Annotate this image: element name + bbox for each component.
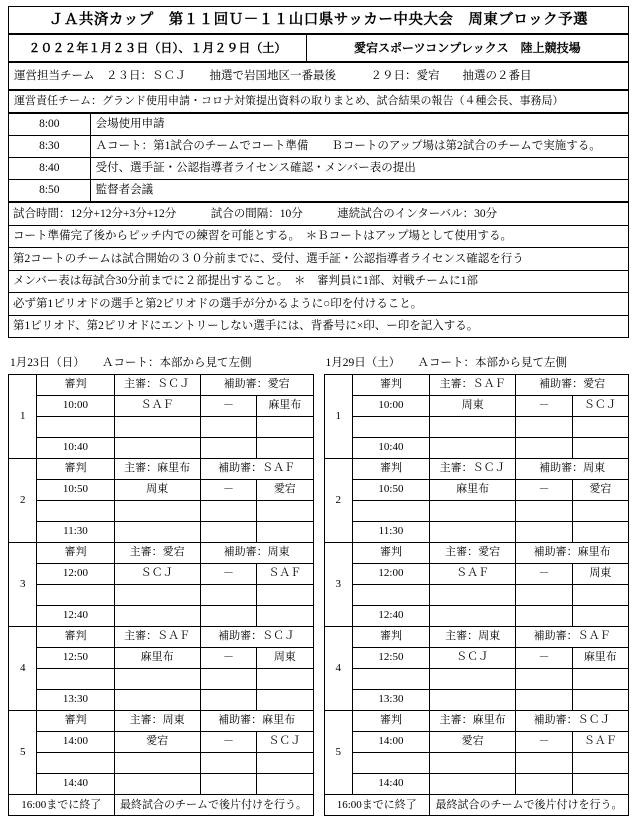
schedule-time: 8:40 <box>9 158 91 180</box>
note-text: メンバー表は毎試合30分前までに２部提出すること。 ＊ 審判員に1部、対戦チームに1部 <box>9 270 629 293</box>
blank-cell <box>430 669 516 690</box>
title-table <box>8 6 629 34</box>
blank-cell <box>572 438 628 459</box>
note-row <box>9 203 629 226</box>
main-referee: 主審：愛宕 <box>114 543 200 564</box>
blank-cell <box>352 417 429 438</box>
table-row <box>9 606 314 627</box>
table-row <box>9 375 314 396</box>
note-text: 第2コートのチームは試合開始の３０分前までに、受付、選手証・公認指導者ライセンス確認を行う <box>9 248 629 271</box>
referee-header: 審判 <box>37 375 114 396</box>
referee-header: 審判 <box>37 459 114 480</box>
table-row <box>324 501 629 522</box>
end-time: 14:40 <box>37 774 114 795</box>
blank-cell <box>516 606 572 627</box>
blank-cell <box>200 438 256 459</box>
team-right: ＳＣＪ <box>572 396 628 417</box>
blank-cell <box>114 753 200 774</box>
versus-dash: － <box>200 732 256 753</box>
match-number: 2 <box>324 459 352 543</box>
day2-table <box>324 374 630 816</box>
blank-cell <box>430 606 516 627</box>
versus-dash: － <box>516 480 572 501</box>
assistant-referee: 補助審：麻里布 <box>200 711 313 732</box>
team-right: 周東 <box>572 564 628 585</box>
schedule-time: 8:30 <box>9 136 91 158</box>
blank-cell <box>37 417 114 438</box>
versus-dash: － <box>200 564 256 585</box>
assistant-referee: 補助審：ＳＡＦ <box>200 459 313 480</box>
note-text: コート準備完了後からピッチ内での練習を可能とする。 ＊Ｂコートはアップ場として使用する。 <box>9 225 629 248</box>
blank-cell <box>257 774 313 795</box>
end-time: 11:30 <box>37 522 114 543</box>
end-time: 12:40 <box>37 606 114 627</box>
blank-cell <box>430 690 516 711</box>
blank-cell <box>257 501 313 522</box>
blank-cell <box>114 690 200 711</box>
kickoff-time: 12:50 <box>37 648 114 669</box>
table-row <box>324 606 629 627</box>
blank-cell <box>114 438 200 459</box>
schedule-row <box>9 136 629 158</box>
table-row <box>324 669 629 690</box>
kickoff-time: 10:00 <box>352 396 429 417</box>
blank-cell <box>200 501 256 522</box>
table-row <box>324 375 629 396</box>
main-referee: 主審：愛宕 <box>430 543 516 564</box>
end-time: 13:30 <box>37 690 114 711</box>
end-time: 12:40 <box>352 606 429 627</box>
blank-cell <box>200 690 256 711</box>
blank-cell <box>572 753 628 774</box>
note-row <box>9 270 629 293</box>
versus-dash: － <box>516 396 572 417</box>
footer-row <box>324 795 629 816</box>
match-number: 5 <box>9 711 37 795</box>
day1-heading: 1月23日（日） Ａコート：本部から見て左側 <box>10 357 252 369</box>
time-schedule-table <box>8 113 629 202</box>
note-text: 第1ピリオド、第2ピリオドにエントリーしない選手には、背番号に×印、ー印を記入する。 <box>9 315 629 338</box>
team-left: 周東 <box>114 480 200 501</box>
table-row <box>324 480 629 501</box>
blank-cell <box>114 669 200 690</box>
team-right: ＳＣＪ <box>257 732 313 753</box>
table-row <box>9 774 314 795</box>
blank-cell <box>572 690 628 711</box>
blank-cell <box>430 417 516 438</box>
blank-cell <box>572 501 628 522</box>
kickoff-time: 10:50 <box>37 480 114 501</box>
versus-dash: － <box>200 396 256 417</box>
blank-cell <box>352 753 429 774</box>
table-row <box>9 501 314 522</box>
blank-cell <box>516 522 572 543</box>
page-title: ＪＡ共済カップ 第１１回Ｕ－１１山口県サッカー中央大会 周東ブロック予選 <box>9 7 629 34</box>
blank-cell <box>352 669 429 690</box>
blank-cell <box>430 585 516 606</box>
staff-line: 運営担当チーム ２３日：ＳＣＪ 抽選で岩国地区一番最後 ２９日：愛宕 抽選の２番目 <box>9 63 629 90</box>
note-row <box>9 225 629 248</box>
versus-dash: － <box>516 564 572 585</box>
blank-cell <box>430 774 516 795</box>
blank-cell <box>516 753 572 774</box>
assistant-referee: 補助審：周東 <box>200 543 313 564</box>
kickoff-time: 14:00 <box>352 732 429 753</box>
kickoff-time: 12:00 <box>37 564 114 585</box>
table-row <box>9 669 314 690</box>
blank-cell <box>200 753 256 774</box>
main-referee: 主審：周東 <box>430 627 516 648</box>
main-referee: 主審：ＳＣＪ <box>430 459 516 480</box>
end-time: 10:40 <box>37 438 114 459</box>
kickoff-time: 10:00 <box>37 396 114 417</box>
blank-cell <box>257 669 313 690</box>
match-number: 2 <box>9 459 37 543</box>
table-row <box>324 396 629 417</box>
team-left: ＳＣＪ <box>430 648 516 669</box>
table-row <box>324 585 629 606</box>
end-time: 14:40 <box>352 774 429 795</box>
versus-dash: － <box>200 480 256 501</box>
blank-cell <box>516 438 572 459</box>
blank-cell <box>200 774 256 795</box>
table-row <box>9 543 314 564</box>
assistant-referee: 補助審：愛宕 <box>200 375 313 396</box>
main-referee: 主審：周東 <box>114 711 200 732</box>
match-schedules <box>8 352 629 816</box>
footer-note: 最終試合のチームで後片付けを行う。 <box>114 795 313 816</box>
blank-cell <box>114 501 200 522</box>
blank-cell <box>200 522 256 543</box>
team-right: 愛宕 <box>257 480 313 501</box>
main-referee: 主審：ＳＣＪ <box>114 375 200 396</box>
table-row <box>9 417 314 438</box>
match-number: 4 <box>324 627 352 711</box>
blank-cell <box>430 438 516 459</box>
referee-header: 審判 <box>37 543 114 564</box>
team-right: 麻里布 <box>257 396 313 417</box>
schedule-desc: 受付、選手証・公認指導者ライセンス確認・メンバー表の提出 <box>90 158 628 180</box>
referee-header: 審判 <box>352 375 429 396</box>
end-time: 11:30 <box>352 522 429 543</box>
table-row <box>324 459 629 480</box>
team-left: 愛宕 <box>430 732 516 753</box>
blank-cell <box>430 753 516 774</box>
manager-table <box>8 90 629 113</box>
blank-cell <box>257 753 313 774</box>
footer-row <box>9 795 314 816</box>
footer-time: 16:00までに終了 <box>9 795 115 816</box>
blank-cell <box>572 522 628 543</box>
blank-cell <box>257 438 313 459</box>
table-row <box>9 627 314 648</box>
blank-cell <box>200 417 256 438</box>
table-row <box>324 438 629 459</box>
kickoff-time: 12:50 <box>352 648 429 669</box>
team-right: 麻里布 <box>572 648 628 669</box>
match-number: 1 <box>9 375 37 459</box>
table-row <box>324 627 629 648</box>
table-row <box>9 522 314 543</box>
table-row <box>324 417 629 438</box>
note-row <box>9 315 629 338</box>
note-row <box>9 248 629 271</box>
table-row <box>324 753 629 774</box>
match-number: 4 <box>9 627 37 711</box>
team-left: 麻里布 <box>430 480 516 501</box>
blank-cell <box>572 585 628 606</box>
day1-table <box>8 374 314 816</box>
table-row <box>9 732 314 753</box>
day2-heading: 1月29日（土） Ａコート：本部から見て左側 <box>325 357 567 369</box>
kickoff-time: 12:00 <box>352 564 429 585</box>
referee-header: 審判 <box>37 627 114 648</box>
blank-cell <box>37 753 114 774</box>
referee-header: 審判 <box>352 543 429 564</box>
blank-cell <box>516 585 572 606</box>
assistant-referee: 補助審：麻里布 <box>516 543 629 564</box>
note-text: 試合時間：12分+12分+3分+12分 試合の間隔：10分 連続試合のインターバル：30分 <box>9 203 629 226</box>
main-referee: 主審：ＳＡＦ <box>114 627 200 648</box>
assistant-referee: 補助審：周東 <box>516 459 629 480</box>
table-row <box>9 564 314 585</box>
team-left: 周東 <box>430 396 516 417</box>
blank-cell <box>572 669 628 690</box>
blank-cell <box>37 501 114 522</box>
blank-cell <box>257 417 313 438</box>
table-row <box>9 648 314 669</box>
table-row <box>9 585 314 606</box>
assistant-referee: 補助審：ＳＣＪ <box>200 627 313 648</box>
referee-header: 審判 <box>352 711 429 732</box>
blank-cell <box>572 606 628 627</box>
versus-dash: － <box>200 648 256 669</box>
versus-dash: － <box>516 648 572 669</box>
event-venue: 愛宕スポーツコンプレックス 陸上競技場 <box>306 35 628 62</box>
blank-cell <box>516 417 572 438</box>
schedule-desc: 会場使用申請 <box>90 114 628 136</box>
note-row <box>9 293 629 316</box>
blank-cell <box>114 774 200 795</box>
table-row <box>324 564 629 585</box>
table-row <box>324 711 629 732</box>
schedule-row <box>9 158 629 180</box>
match-number: 5 <box>324 711 352 795</box>
table-row <box>324 648 629 669</box>
table-row <box>9 690 314 711</box>
versus-dash: － <box>516 732 572 753</box>
kickoff-time: 14:00 <box>37 732 114 753</box>
assistant-referee: 補助審：愛宕 <box>516 375 629 396</box>
blank-cell <box>37 585 114 606</box>
main-referee: 主審：麻里布 <box>430 711 516 732</box>
staff-table <box>8 62 629 90</box>
schedule-time: 8:00 <box>9 114 91 136</box>
main-referee: 主審：ＳＡＦ <box>430 375 516 396</box>
table-row <box>324 543 629 564</box>
match-number: 3 <box>324 543 352 627</box>
footer-time: 16:00までに終了 <box>324 795 430 816</box>
blank-cell <box>430 522 516 543</box>
blank-cell <box>114 522 200 543</box>
blank-cell <box>516 501 572 522</box>
table-row <box>9 459 314 480</box>
blank-cell <box>114 585 200 606</box>
manager-line: 運営責任チーム：グランド使用申請・コロナ対策提出資料の取りまとめ、試合結果の報告（４種会長、事務局） <box>9 91 629 113</box>
main-referee: 主審：麻里布 <box>114 459 200 480</box>
date-venue-table <box>8 34 629 62</box>
schedule-time: 8:50 <box>9 180 91 202</box>
event-dates: ２０２２年１月２３日（日）、１月２９日（土） <box>9 35 307 62</box>
blank-cell <box>516 690 572 711</box>
assistant-referee: 補助審：ＳＡＦ <box>516 627 629 648</box>
team-left: ＳＣＪ <box>114 564 200 585</box>
table-row <box>9 711 314 732</box>
table-row <box>324 732 629 753</box>
footer-note: 最終試合のチームで後片付けを行う。 <box>430 795 629 816</box>
team-left: 麻里布 <box>114 648 200 669</box>
team-right: 愛宕 <box>572 480 628 501</box>
day2-column <box>324 352 630 816</box>
schedule-row <box>9 180 629 202</box>
blank-cell <box>200 669 256 690</box>
blank-cell <box>200 606 256 627</box>
end-time: 13:30 <box>352 690 429 711</box>
spacer <box>8 338 629 352</box>
day1-column <box>8 352 314 816</box>
table-row <box>324 690 629 711</box>
blank-cell <box>430 501 516 522</box>
team-right: ＳＡＦ <box>257 564 313 585</box>
blank-cell <box>516 669 572 690</box>
team-right: 周東 <box>257 648 313 669</box>
blank-cell <box>114 417 200 438</box>
table-row <box>9 753 314 774</box>
kickoff-time: 10:50 <box>352 480 429 501</box>
blank-cell <box>114 606 200 627</box>
referee-header: 審判 <box>352 459 429 480</box>
blank-cell <box>572 774 628 795</box>
assistant-referee: 補助審：ＳＣＪ <box>516 711 629 732</box>
blank-cell <box>200 585 256 606</box>
referee-header: 審判 <box>352 627 429 648</box>
match-number: 3 <box>9 543 37 627</box>
team-left: ＳＡＦ <box>430 564 516 585</box>
schedule-desc: 監督者会議 <box>90 180 628 202</box>
table-row <box>324 522 629 543</box>
end-time: 10:40 <box>352 438 429 459</box>
team-right: ＳＡＦ <box>572 732 628 753</box>
team-left: ＳＡＦ <box>114 396 200 417</box>
blank-cell <box>37 669 114 690</box>
blank-cell <box>257 522 313 543</box>
note-text: 必ず第1ピリオドの選手と第2ピリオドの選手が分かるように○印を付けること。 <box>9 293 629 316</box>
table-row <box>9 480 314 501</box>
blank-cell <box>257 690 313 711</box>
table-row <box>9 396 314 417</box>
team-left: 愛宕 <box>114 732 200 753</box>
schedule-row <box>9 114 629 136</box>
blank-cell <box>352 501 429 522</box>
blank-cell <box>572 417 628 438</box>
schedule-desc: Ａコート：第1試合のチームでコート準備 Ｂコートのアップ場は第2試合のチームで実施する。 <box>90 136 628 158</box>
referee-header: 審判 <box>37 711 114 732</box>
table-row <box>9 438 314 459</box>
match-number: 1 <box>324 375 352 459</box>
blank-cell <box>516 774 572 795</box>
table-row <box>324 774 629 795</box>
notes-table <box>8 202 629 338</box>
blank-cell <box>352 585 429 606</box>
blank-cell <box>257 606 313 627</box>
blank-cell <box>257 585 313 606</box>
